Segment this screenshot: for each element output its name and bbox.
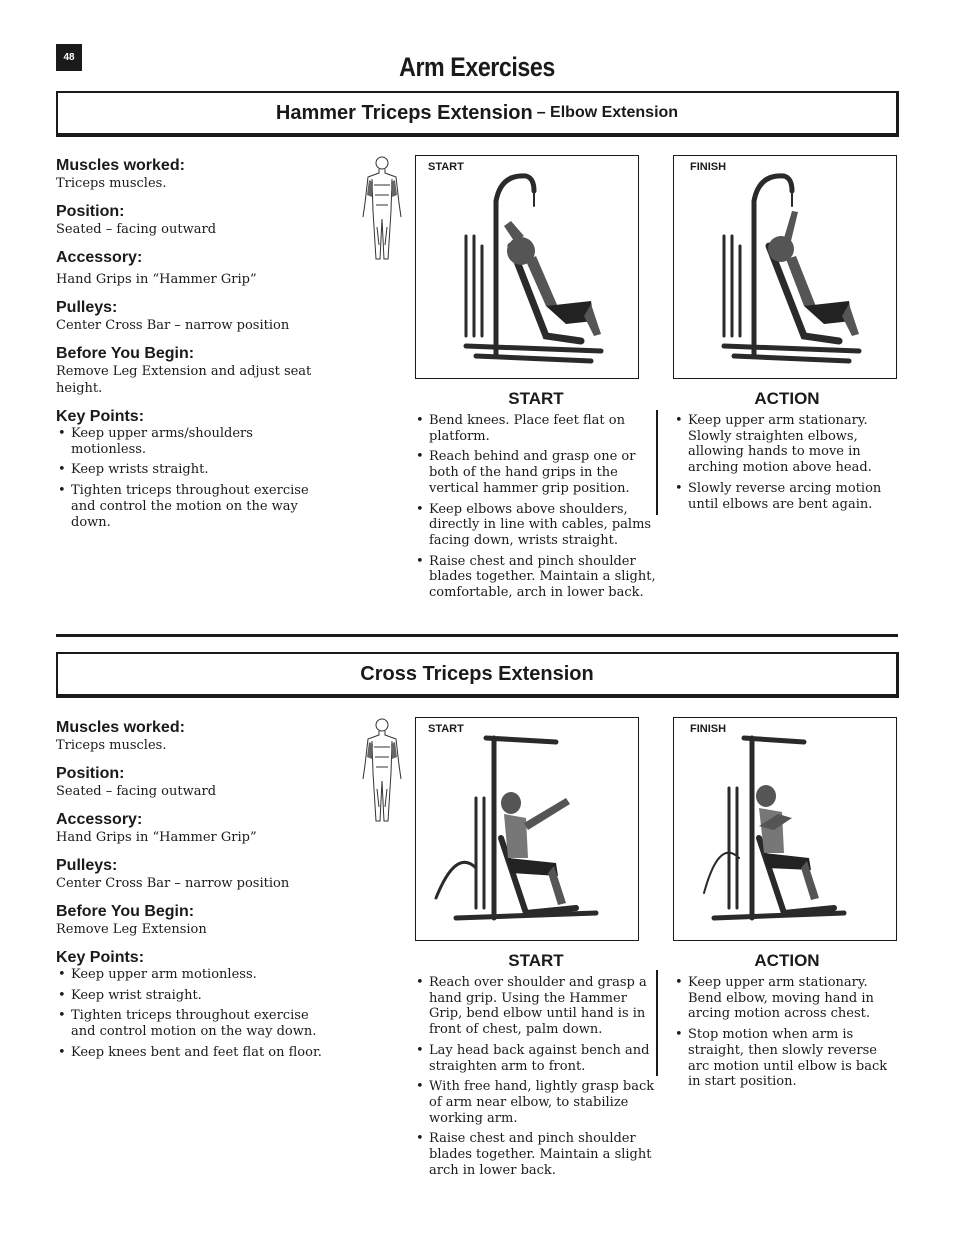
keypoints-list	[56, 426, 331, 530]
exercise1-title: Hammer Triceps Extension	[275, 101, 533, 124]
keypoints-list	[56, 967, 331, 1061]
action-list	[673, 413, 901, 512]
exercise1-banner	[56, 91, 899, 137]
list-item: • With free hand, lightly grasp back of arm near elbow, to stabilize working arm.	[414, 1079, 658, 1126]
list-item: • Keep upper arm motionless.	[56, 967, 331, 983]
muscle-diagram-icon	[360, 155, 404, 265]
accessory-value: Hand Grips in “Hammer Grip”	[56, 272, 257, 287]
list-item: • Keep upper arm stationary. Slowly straighten elbows, allowing hands to move in arching motion above head.	[673, 413, 901, 476]
list-item: • Keep elbows above shoulders, directly in line with cables, palms facing down, wrists straight.	[414, 502, 658, 549]
muscles-heading: Muscles worked:	[56, 157, 185, 174]
pulleys-heading: Pulleys:	[56, 857, 118, 874]
column-divider	[656, 970, 658, 1076]
list-item: • Lay head back against bench and straighten arm to front.	[414, 1043, 658, 1074]
start-photo-illustration	[416, 156, 638, 378]
before-value: Remove Leg Extension and adjust seat height.	[56, 364, 312, 396]
muscle-diagram-icon	[360, 717, 404, 827]
list-item: • Tighten triceps throughout exercise and control the motion on the way down.	[56, 483, 331, 530]
list-item: • Raise chest and pinch shoulder blades together. Maintain a slight arch in lower back.	[414, 1131, 658, 1178]
list-item: • Tighten triceps throughout exercise and control motion on the way down.	[56, 1008, 331, 1039]
list-item: • Keep upper arm stationary. Bend elbow, moving hand in arcing motion across chest.	[673, 975, 901, 1022]
exercise2-action-column	[673, 951, 901, 1095]
finish-photo	[673, 155, 897, 379]
exercise1-info	[56, 156, 331, 535]
action-list	[673, 975, 901, 1090]
column-divider	[656, 410, 658, 515]
exercise2-start-column	[414, 951, 658, 1183]
list-item: • Keep wrists straight.	[56, 462, 331, 478]
muscles-value: Triceps muscles.	[56, 176, 167, 191]
exercise2-title: Cross Triceps Extension	[360, 662, 594, 685]
list-item: • Stop motion when arm is straight, then slowly reverse arc motion until elbow is back in start position.	[673, 1027, 901, 1090]
exercise2-banner	[56, 652, 899, 698]
start-photo	[415, 155, 639, 379]
list-item: • Slowly reverse arcing motion until elbows are bent again.	[673, 481, 901, 512]
accessory-heading: Accessory:	[56, 811, 143, 828]
list-item: • Bend knees. Place feet flat on platform.	[414, 413, 658, 444]
finish-photo-illustration	[674, 718, 896, 940]
finish-photo-illustration	[674, 156, 896, 378]
pulleys-value: Center Cross Bar – narrow position	[56, 318, 290, 333]
finish-photo-label: FINISH	[690, 723, 727, 735]
start-photo-illustration	[416, 718, 638, 940]
finish-photo-label: FINISH	[690, 161, 727, 173]
exercise1-action-column	[673, 389, 901, 517]
start-heading: START	[508, 389, 564, 408]
list-item: • Raise chest and pinch shoulder blades together. Maintain a slight, comfortable, arch in lower back.	[414, 554, 658, 601]
pulleys-heading: Pulleys:	[56, 299, 118, 316]
start-photo	[415, 717, 639, 941]
before-heading: Before You Begin:	[56, 345, 195, 362]
keypoints-heading: Key Points:	[56, 949, 145, 966]
position-heading: Position:	[56, 203, 125, 220]
list-item: • Keep knees bent and feet flat on floor.	[56, 1045, 331, 1061]
keypoints-heading: Key Points:	[56, 408, 145, 425]
accessory-heading: Accessory:	[56, 249, 143, 266]
list-item: • Keep wrist straight.	[56, 988, 331, 1004]
start-list	[414, 413, 658, 601]
before-heading: Before You Begin:	[56, 903, 195, 920]
position-value: Seated – facing outward	[56, 222, 217, 237]
page-title: Arm Exercises	[399, 52, 555, 82]
list-item: • Reach behind and grasp one or both of the hand grips in the vertical hammer grip position.	[414, 449, 658, 496]
before-value: Remove Leg Extension	[56, 922, 207, 937]
start-photo-label: START	[428, 723, 464, 735]
position-heading: Position:	[56, 765, 125, 782]
muscles-heading: Muscles worked:	[56, 719, 185, 736]
start-heading: START	[508, 951, 564, 970]
accessory-value: Hand Grips in “Hammer Grip”	[56, 830, 257, 845]
start-photo-label: START	[428, 161, 464, 173]
pulleys-value: Center Cross Bar – narrow position	[56, 876, 290, 891]
page-number: 48	[56, 44, 82, 71]
section-divider	[56, 634, 898, 637]
start-list	[414, 975, 658, 1178]
exercise1-start-column	[414, 389, 658, 606]
action-heading: ACTION	[754, 951, 820, 970]
muscles-value: Triceps muscles.	[56, 738, 167, 753]
action-heading: ACTION	[754, 389, 820, 408]
finish-photo	[673, 717, 897, 941]
exercise2-info	[56, 718, 331, 1066]
exercise1-subtitle: – Elbow Extension	[536, 104, 679, 121]
list-item: • Keep upper arms/shoulders motionless.	[56, 426, 331, 457]
list-item: • Reach over shoulder and grasp a hand grip. Using the Hammer Grip, bend elbow until hand is in front of chest, palm down.	[414, 975, 658, 1038]
position-value: Seated – facing outward	[56, 784, 217, 799]
